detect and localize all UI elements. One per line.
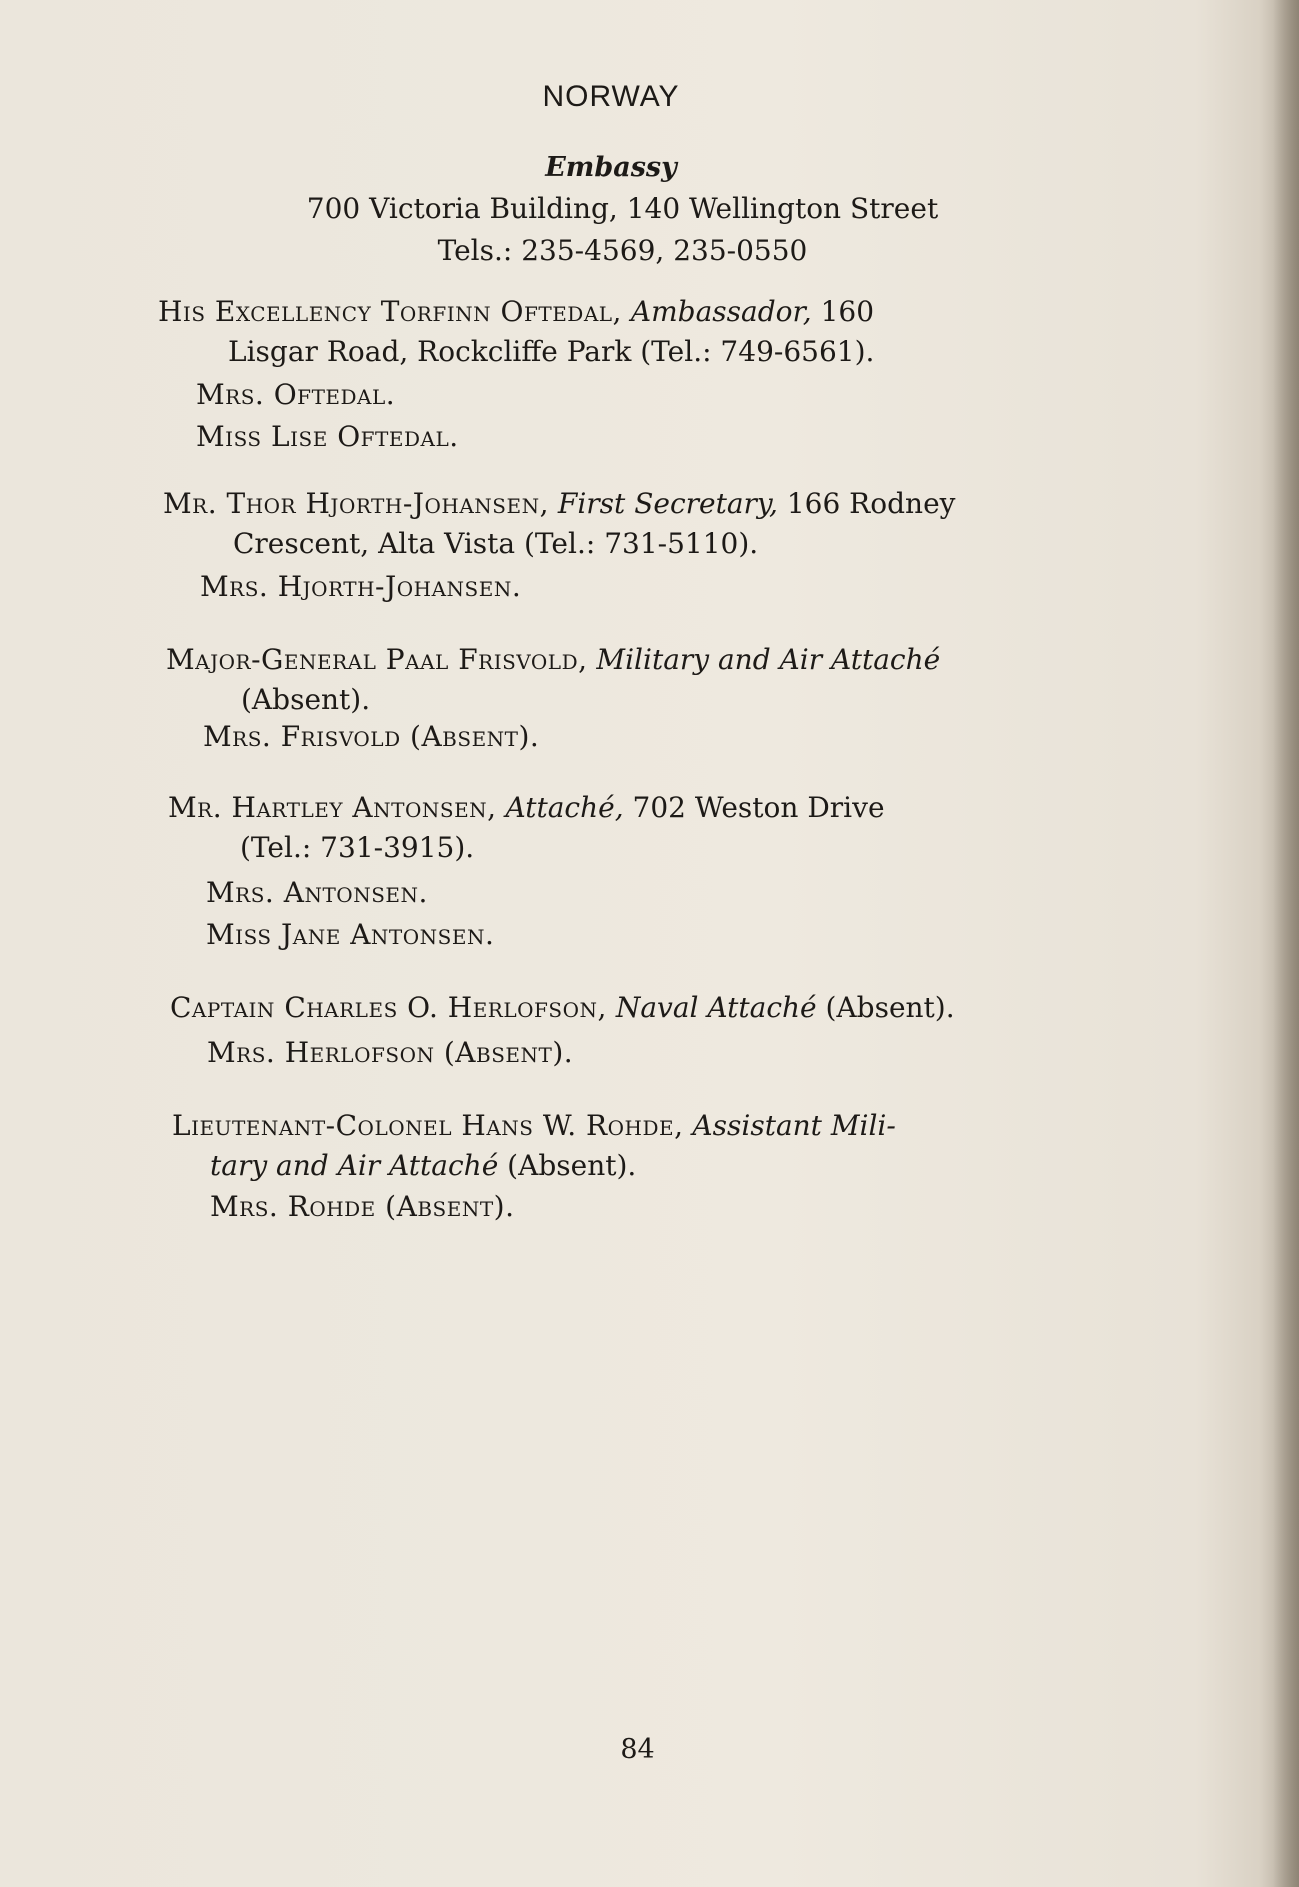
- entry-title: Naval Attaché: [615, 991, 817, 1024]
- entry-name: Major-General Paal Frisvold,: [166, 643, 588, 676]
- family-member: Miss Jane Antonsen.: [206, 918, 495, 951]
- entry-detail: 702 Weston Drive: [623, 791, 885, 824]
- directory-entry-military-attache: [166, 640, 940, 720]
- country-heading: NORWAY: [542, 80, 680, 113]
- entry-title: Military and Air Attaché: [596, 643, 941, 676]
- family-member: Mrs. Rohde (Absent).: [210, 1190, 515, 1223]
- entry-name: Mr. Hartley Antonsen,: [168, 791, 497, 824]
- family-member: Miss Lise Oftedal.: [196, 420, 459, 453]
- page-number: 84: [620, 1734, 655, 1765]
- entry-detail: (Absent).: [816, 991, 955, 1024]
- entry-detail: 160: [811, 295, 875, 328]
- family-member: Mrs. Antonsen.: [206, 876, 428, 909]
- entry-continuation: (Tel.: 731-3915).: [240, 831, 475, 864]
- directory-entry-assistant-attache: [172, 1106, 896, 1186]
- directory-entry-attache: [168, 788, 885, 868]
- directory-entry-first-secretary: [163, 484, 955, 564]
- family-member: Mrs. Hjorth-Johansen.: [200, 570, 522, 603]
- entry-continuation: Lisgar Road, Rockcliffe Park (Tel.: 749-6561).: [228, 335, 875, 368]
- mission-type: Embassy: [545, 152, 677, 183]
- entry-name: His Excellency Torfinn Oftedal,: [158, 295, 622, 328]
- entry-title: Ambassador,: [630, 295, 812, 328]
- entry-name: Lieutenant-Colonel Hans W. Rohde,: [172, 1109, 684, 1142]
- entry-name: Mr. Thor Hjorth-Johansen,: [163, 487, 549, 520]
- page-spine-shadow: [1273, 0, 1299, 1887]
- entry-title: Assistant Mili-: [692, 1109, 896, 1142]
- entry-name: Captain Charles O. Herlofson,: [170, 991, 607, 1024]
- entry-continuation: (Absent).: [498, 1149, 637, 1182]
- directory-entry-naval-attache: [170, 988, 955, 1028]
- entry-title-continuation: tary and Air Attaché: [210, 1149, 499, 1182]
- family-member: Mrs. Herlofson (Absent).: [207, 1036, 574, 1069]
- entry-detail: 166 Rodney: [777, 487, 956, 520]
- family-member: Mrs. Frisvold (Absent).: [203, 720, 540, 753]
- entry-continuation: (Absent).: [241, 683, 371, 716]
- entry-title: Attaché,: [505, 791, 624, 824]
- embassy-phones: Tels.: 235-4569, 235-0550: [437, 234, 808, 267]
- embassy-address: 700 Victoria Building, 140 Wellington Street: [306, 192, 939, 225]
- family-member: Mrs. Oftedal.: [196, 378, 396, 411]
- entry-continuation: Crescent, Alta Vista (Tel.: 731-5110).: [233, 527, 759, 560]
- directory-entry-ambassador: [158, 292, 874, 372]
- entry-title: First Secretary,: [557, 487, 778, 520]
